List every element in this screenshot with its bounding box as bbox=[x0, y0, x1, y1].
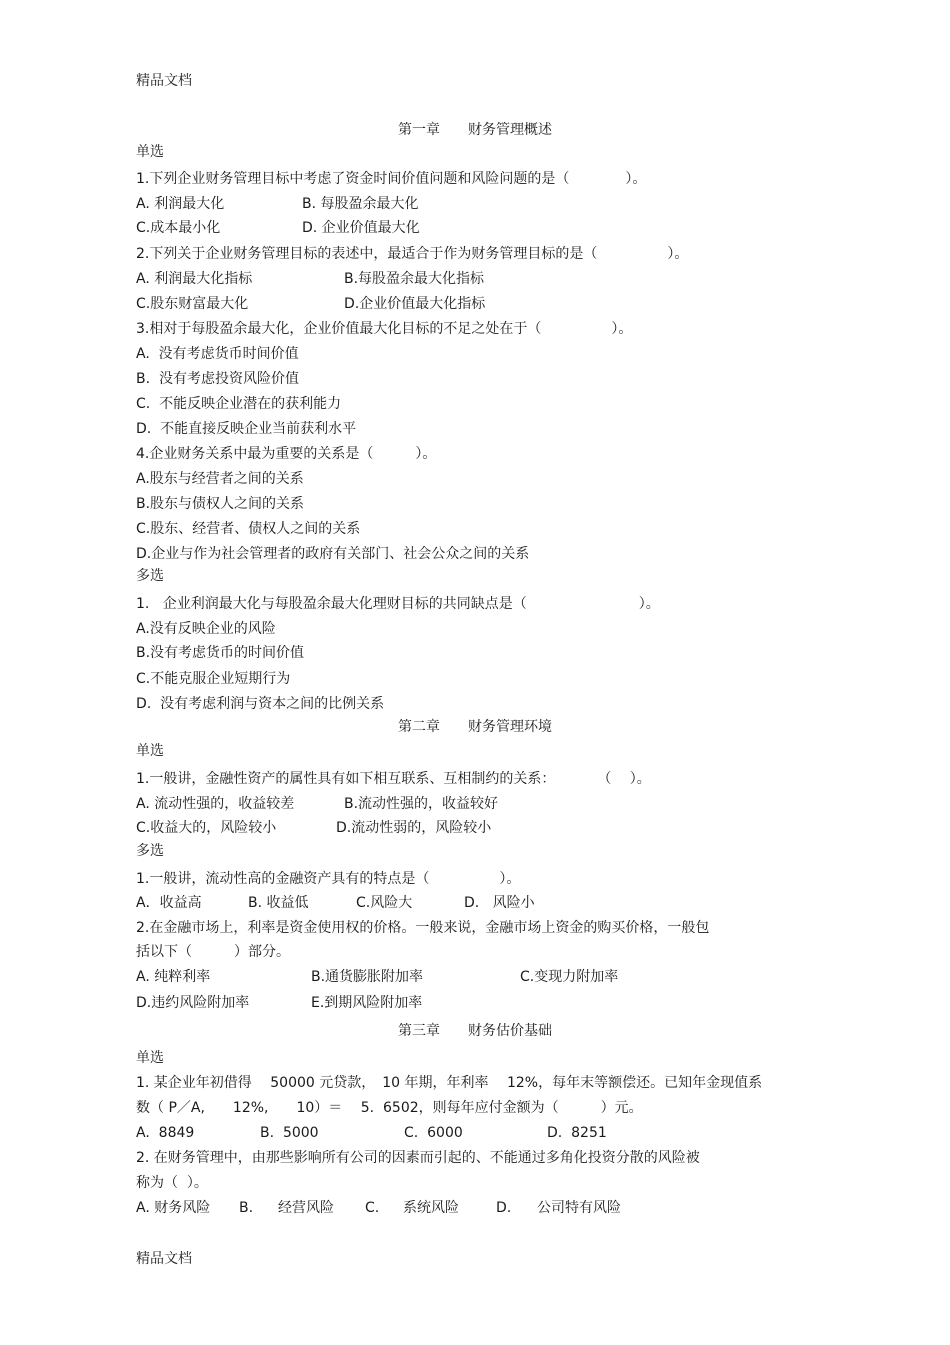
ch1-q4: 4.企业财务关系中最为重要的关系是（ ）。 bbox=[136, 446, 437, 462]
chapter-2-title: 第二章 财务管理环境 bbox=[398, 719, 552, 735]
chapter-1-title: 第一章 财务管理概述 bbox=[398, 122, 552, 138]
ch3-q2-option-d-letter: D. bbox=[496, 1200, 512, 1216]
ch1-m1-option-a: A.没有反映企业的风险 bbox=[136, 621, 276, 637]
ch1-q2-option-c: C.股东财富最大化 bbox=[136, 296, 249, 312]
ch1-single-label: 单选 bbox=[136, 144, 164, 160]
ch3-q2-option-a: A. 财务风险 bbox=[136, 1200, 211, 1216]
ch2-m2-option-b: B.通货膨胀附加率 bbox=[311, 969, 424, 985]
ch1-q4-option-b: B.股东与债权人之间的关系 bbox=[136, 496, 305, 512]
ch2-single-label: 单选 bbox=[136, 743, 164, 759]
ch2-m2-option-e: E.到期风险附加率 bbox=[311, 995, 423, 1011]
ch3-q2-option-c-text: 系统风险 bbox=[403, 1200, 459, 1216]
ch2-q1-option-d: D.流动性弱的，风险较小 bbox=[336, 820, 492, 836]
ch1-q1-option-d: D. 企业价值最大化 bbox=[302, 220, 420, 236]
ch2-m1-option-a: A．收益高 bbox=[136, 895, 202, 911]
ch1-multi-label: 多选 bbox=[136, 568, 164, 584]
ch2-q1-option-a: A. 流动性强的，收益较差 bbox=[136, 796, 295, 812]
ch2-m2-option-a: A. 纯粹利率 bbox=[136, 969, 211, 985]
ch1-m1-option-c: C.不能克服企业短期行为 bbox=[136, 671, 291, 687]
ch2-m2-option-d: D.违约风险附加率 bbox=[136, 995, 250, 1011]
ch2-q1: 1.一般讲，金融性资产的属性具有如下相互联系、互相制约的关系： （ ）。 bbox=[136, 771, 651, 787]
ch1-q4-option-d: D.企业与作为社会管理者的政府有关部门、社会公众之间的关系 bbox=[136, 546, 530, 562]
ch1-q3-option-d: D. 不能直接反映企业当前获利水平 bbox=[136, 421, 357, 437]
ch3-q2-option-c-letter: C. bbox=[365, 1200, 380, 1216]
ch2-m1-option-c: C.风险大 bbox=[356, 895, 413, 911]
ch1-q3-option-b: B. 没有考虑投资风险价值 bbox=[136, 371, 299, 387]
ch1-q1-option-c: C.成本最小化 bbox=[136, 220, 221, 236]
chapter-3-title: 第三章 财务估价基础 bbox=[398, 1023, 552, 1039]
ch3-q2-option-b-letter: B. bbox=[239, 1200, 254, 1216]
ch1-q4-option-c: C.股东、经营者、债权人之间的关系 bbox=[136, 521, 361, 537]
watermark-bottom: 精品文档 bbox=[136, 1251, 192, 1267]
ch2-multi-label: 多选 bbox=[136, 843, 164, 859]
ch3-q1-option-a: A. 8849 bbox=[136, 1125, 195, 1141]
watermark-top: 精品文档 bbox=[136, 73, 192, 89]
ch3-single-label: 单选 bbox=[136, 1050, 164, 1066]
ch1-q4-option-a: A.股东与经营者之间的关系 bbox=[136, 471, 304, 487]
ch1-q1-option-a: A. 利润最大化 bbox=[136, 196, 225, 212]
ch1-q3: 3.相对于每股盈余最大化，企业价值最大化目标的不足之处在于（ ）。 bbox=[136, 321, 633, 337]
ch3-q1-option-d: D. 8251 bbox=[547, 1125, 607, 1141]
ch2-q1-option-b: B.流动性强的，收益较好 bbox=[344, 796, 499, 812]
ch3-q2-line-2: 称为（ ）。 bbox=[136, 1175, 208, 1191]
ch1-m1: 1. 企业利润最大化与每股盈余最大化理财目标的共同缺点是（ ）。 bbox=[136, 596, 660, 612]
ch1-q1-option-b: B. 每股盈余最大化 bbox=[302, 196, 419, 212]
ch1-q3-option-a: A. 没有考虑货币时间价值 bbox=[136, 346, 299, 362]
ch3-q1-line-2: 数（ P／A, 12%, 10）＝ 5. 6502，则每年应付金额为（ ）元。 bbox=[136, 1100, 643, 1116]
ch2-m2-line-1: 2.在金融市场上，利率是资金使用权的价格。一般来说，金融市场上资金的购买价格，一般包 bbox=[136, 920, 710, 936]
ch1-m1-option-b: B.没有考虑货币的时间价值 bbox=[136, 645, 305, 661]
ch1-q2: 2.下列关于企业财务管理目标的表述中，最适合于作为财务管理目标的是（ ）。 bbox=[136, 246, 689, 262]
ch2-m2-line-2: 括以下（ ）部分。 bbox=[136, 944, 290, 960]
ch1-q3-option-c: C. 不能反映企业潜在的获利能力 bbox=[136, 396, 342, 412]
ch2-q1-option-c: C.收益大的，风险较小 bbox=[136, 820, 277, 836]
ch3-q1-option-c: C. 6000 bbox=[404, 1125, 463, 1141]
ch1-q2-option-b: B.每股盈余最大化指标 bbox=[344, 271, 485, 287]
ch1-q1: 1.下列企业财务管理目标中考虑了资金时间价值问题和风险问题的是（ ）。 bbox=[136, 171, 647, 187]
ch3-q2-option-b-text: 经营风险 bbox=[278, 1200, 334, 1216]
ch3-q2-option-d-text: 公司特有风险 bbox=[537, 1200, 621, 1216]
ch1-q2-option-d: D.企业价值最大化指标 bbox=[344, 296, 486, 312]
ch2-m1-option-b: B. 收益低 bbox=[248, 895, 309, 911]
ch1-m1-option-d: D. 没有考虑利润与资本之间的比例关系 bbox=[136, 696, 385, 712]
ch3-q1-option-b: B. 5000 bbox=[260, 1125, 319, 1141]
ch1-q2-option-a: A. 利润最大化指标 bbox=[136, 271, 253, 287]
ch3-q1-line-1: 1. 某企业年初借得 50000 元贷款， 10 年期，年利率 12%，每年末等额偿还。已知年金现值系 bbox=[136, 1075, 763, 1091]
ch2-m2-option-c: C.变现力附加率 bbox=[520, 969, 619, 985]
ch2-m1-option-d: D. 风险小 bbox=[464, 895, 535, 911]
ch2-m1: 1.一般讲，流动性高的金融资产具有的特点是（ ）。 bbox=[136, 871, 521, 887]
ch3-q2-line-1: 2. 在财务管理中，由那些影响所有公司的因素而引起的、不能通过多角化投资分散的风险被 bbox=[136, 1150, 700, 1166]
